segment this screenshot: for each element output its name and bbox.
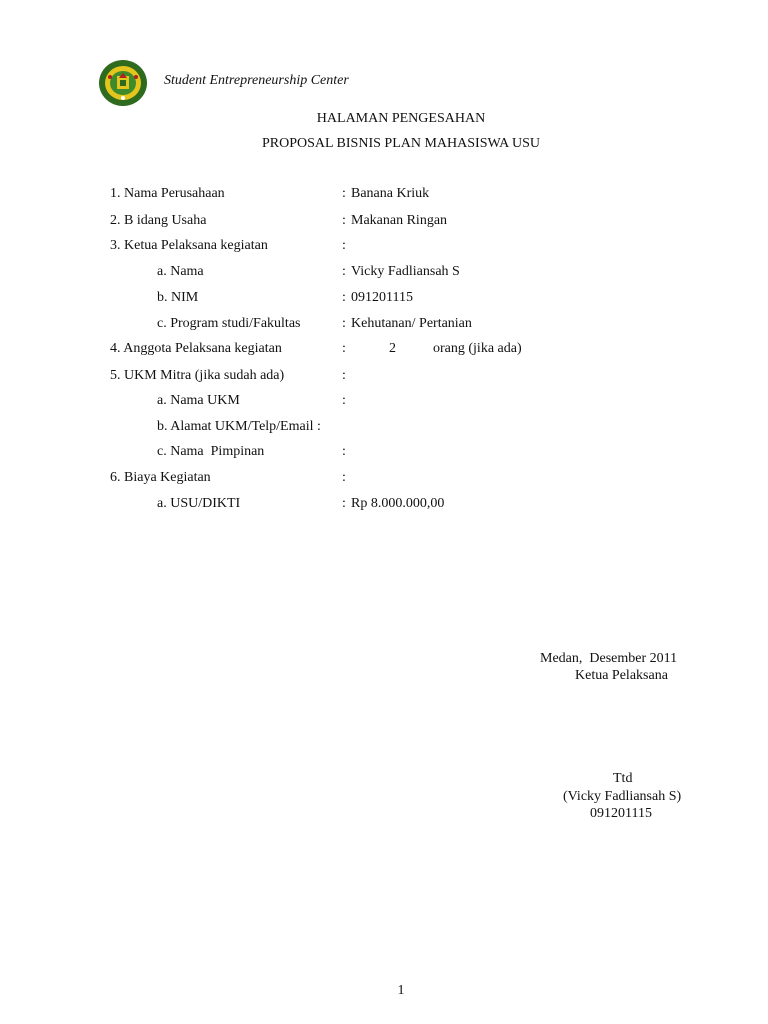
field-label: b. NIM bbox=[157, 290, 199, 305]
field-colon: : bbox=[342, 290, 350, 305]
field-colon: : bbox=[342, 186, 350, 201]
field-label: c. Nama Pimpinan bbox=[157, 444, 265, 459]
field-label: a. Nama bbox=[157, 264, 204, 279]
field-value: Banana Kriuk bbox=[351, 186, 430, 201]
field-label: 2. B idang Usaha bbox=[110, 213, 207, 228]
page-title: HALAMAN PENGESAHAN bbox=[316, 111, 486, 126]
field-colon: : bbox=[342, 393, 346, 408]
field-label: 5. UKM Mitra (jika sudah ada) bbox=[110, 368, 285, 383]
signer-nim: 091201115 bbox=[590, 806, 652, 821]
field-value: Makanan Ringan bbox=[351, 213, 448, 228]
field-value: Rp 8.000.000,00 bbox=[351, 496, 445, 511]
field-value: Vicky Fadliansah S bbox=[351, 264, 460, 279]
field-value: 091201115 bbox=[351, 290, 413, 305]
field-label: 6. Biaya Kegiatan bbox=[110, 470, 211, 485]
header-org-name: Student Entrepreneurship Center bbox=[164, 73, 349, 88]
field-colon: : bbox=[342, 470, 346, 485]
place-date: Medan, Desember 2011 bbox=[540, 651, 678, 666]
field-value: 2 bbox=[389, 341, 396, 356]
field-colon: : bbox=[342, 213, 350, 228]
field-colon: : bbox=[342, 341, 346, 356]
field-label: a. Nama UKM bbox=[157, 393, 240, 408]
signature-mark: Ttd bbox=[613, 771, 633, 786]
field-colon: : bbox=[342, 264, 350, 279]
signer-role: Ketua Pelaksana bbox=[575, 668, 668, 683]
field-label: 3. Ketua Pelaksana kegiatan bbox=[110, 238, 268, 253]
field-label: 1. Nama Perusahaan bbox=[110, 186, 225, 201]
usu-seal-logo bbox=[98, 59, 148, 107]
field-label: c. Program studi/Fakultas bbox=[157, 316, 301, 331]
field-colon: : bbox=[342, 444, 346, 459]
page-subtitle: PROPOSAL BISNIS PLAN MAHASISWA USU bbox=[262, 136, 540, 151]
field-label: b. Alamat UKM/Telp/Email : bbox=[157, 419, 321, 434]
field-colon: : bbox=[342, 496, 350, 511]
field-value: Kehutanan/ Pertanian bbox=[351, 316, 472, 331]
page-number: 1 bbox=[397, 983, 405, 998]
field-value-suffix: orang (jika ada) bbox=[433, 341, 522, 356]
field-colon: : bbox=[342, 368, 346, 383]
field-colon: : bbox=[342, 238, 346, 253]
signer-name: (Vicky Fadliansah S) bbox=[563, 789, 682, 804]
field-label: 4. Anggota Pelaksana kegiatan bbox=[110, 341, 282, 356]
field-label: a. USU/DIKTI bbox=[157, 496, 241, 511]
field-colon: : bbox=[342, 316, 350, 331]
